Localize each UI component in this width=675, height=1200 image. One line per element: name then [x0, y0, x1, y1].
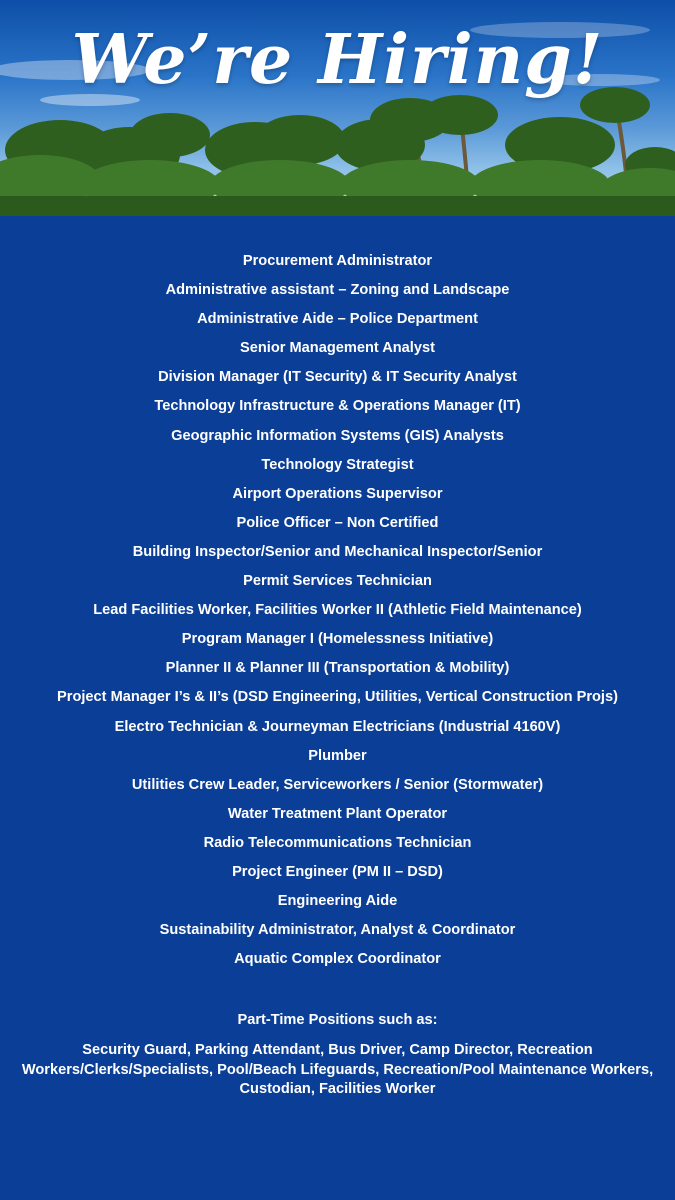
- job-item: Water Treatment Plant Operator: [227, 805, 448, 822]
- job-item: Permit Services Technician: [243, 573, 432, 590]
- job-item: Project Engineer (PM II – DSD): [232, 863, 443, 880]
- job-item: Administrative assistant – Zoning and Landscape: [165, 282, 510, 299]
- job-item: Technology Strategist: [261, 456, 414, 473]
- job-item: Geographic Information Systems (GIS) Analysts: [171, 427, 504, 444]
- job-item: Engineering Aide: [277, 893, 398, 910]
- job-item: Program Manager I (Homelessness Initiative): [181, 631, 494, 648]
- hero-banner: [0, 0, 675, 216]
- part-time-line: Custodian, Facilities Worker: [239, 1081, 436, 1097]
- job-item: Radio Telecommunications Technician: [203, 834, 472, 851]
- jobs-panel: [0, 216, 675, 1200]
- part-time-line: Workers/Clerks/Specialists, Pool/Beach Lifeguards, Recreation/Pool Maintenance Workers,: [21, 1061, 654, 1078]
- job-list: [0, 253, 675, 980]
- job-item: Division Manager (IT Security) & IT Security Analyst: [158, 369, 517, 386]
- job-item: Airport Operations Supervisor: [232, 485, 443, 502]
- job-item: Police Officer – Non Certified: [236, 514, 439, 531]
- part-time-heading: Part-Time Positions such as:: [237, 1012, 438, 1028]
- job-item: Building Inspector/Senior and Mechanical Inspector/Senior: [132, 543, 543, 560]
- job-item: Technology Infrastructure & Operations Manager (IT): [154, 398, 521, 415]
- hero-title: We’re Hiring!: [71, 20, 604, 100]
- job-item: Electro Technician & Journeyman Electricians (Industrial 4160V): [114, 718, 561, 735]
- job-item: Lead Facilities Worker, Facilities Worker II (Athletic Field Maintenance): [93, 602, 582, 619]
- job-item: Aquatic Complex Coordinator: [234, 951, 441, 968]
- job-item: Senior Management Analyst: [240, 340, 435, 357]
- job-item: Planner II & Planner III (Transportation & Mobility): [165, 660, 510, 677]
- job-item: Procurement Administrator: [242, 253, 433, 269]
- job-item: Project Manager I’s & II’s (DSD Engineering, Utilities, Vertical Construction Projs): [57, 689, 618, 706]
- job-item: Sustainability Administrator, Analyst & Coordinator: [159, 922, 516, 939]
- part-time-list: [0, 1041, 675, 1100]
- job-item: Administrative Aide – Police Department: [197, 311, 478, 328]
- job-item: Plumber: [308, 747, 367, 764]
- part-time-line: Security Guard, Parking Attendant, Bus Driver, Camp Director, Recreation: [82, 1042, 593, 1058]
- job-item: Utilities Crew Leader, Serviceworkers / Senior (Stormwater): [131, 776, 544, 793]
